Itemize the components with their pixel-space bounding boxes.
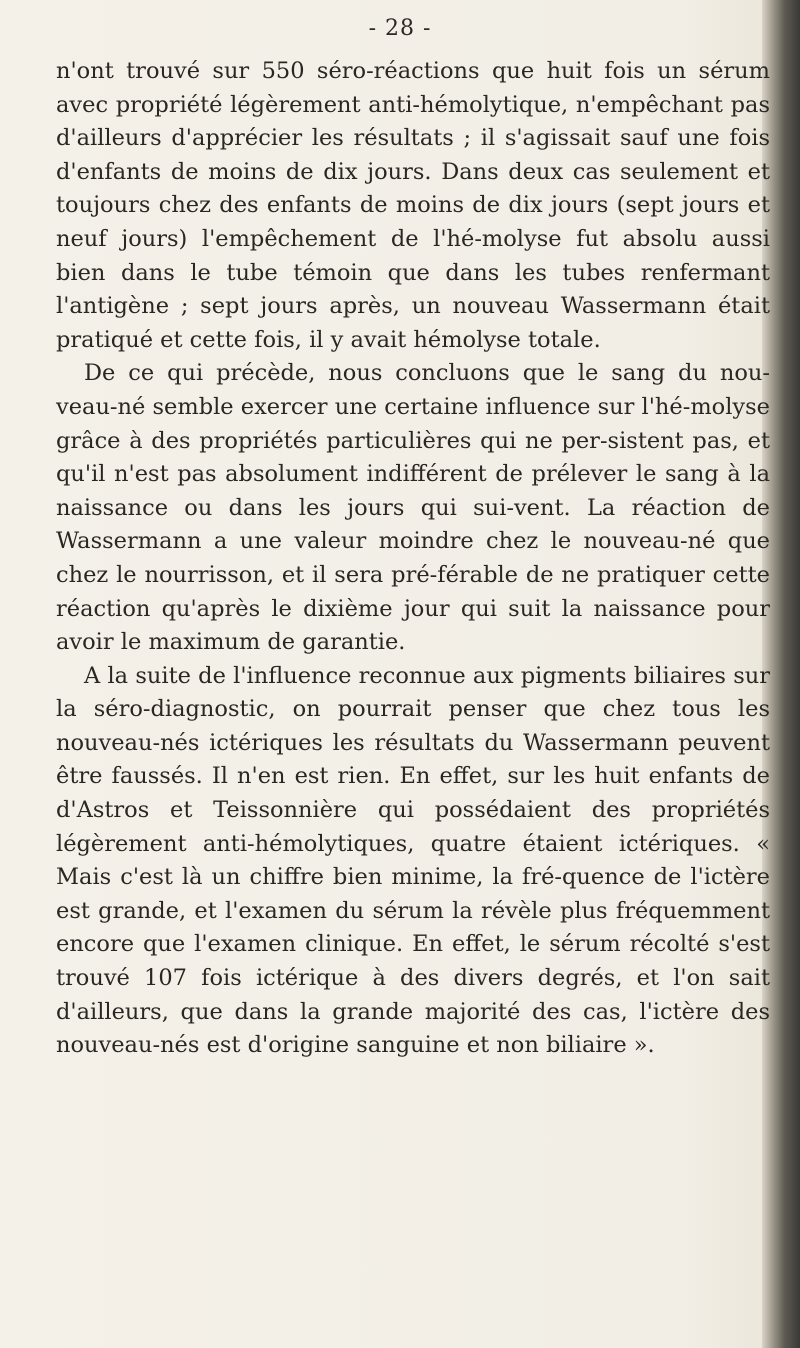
body-text — [56, 55, 770, 1063]
paragraph-2: De ce qui précède, nous concluons que le sang du nou-veau-né semble exercer une certaine influence sur l'hé-molyse grâce à des propriétés particulières qui ne per-sistent pas, et qu'il n'est pas absolument indifférent de prélever le sang à la naissance ou dans les jours qui sui-vent. La réaction de Wassermann a une valeur moindre chez le nouveau-né que chez le nourrisson, et il sera pré-férable de ne pratiquer cette réaction qu'après le dixième jour qui suit la naissance pour avoir le maximum de garantie. — [56, 360, 770, 656]
paragraph-3: A la suite de l'influence reconnue aux pigments biliaires sur la séro-diagnostic, on pourrait penser que chez tous les nouveau-nés ictériques les résultats du Wassermann peuvent être faussés. Il n'en est rien. En effet, sur les huit enfants de d'Astros et Teissonnière qui possédaient des propriétés légèrement anti-hémolytiques, quatre étaient ictériques. « Mais c'est là un chiffre bien minime, la fré-quence de l'ictère est grande, et l'examen du sérum la révèle plus fréquemment encore que l'examen clinique. En effet, le sérum récolté s'est trouvé 107 fois ictérique à des divers degrés, et l'on sait d'ailleurs, que dans la grande majorité des cas, l'ictère des nouveau-nés est d'origine sanguine et non biliaire ». — [56, 662, 770, 1059]
page-number: - 28 - — [368, 16, 432, 41]
paragraph-1: n'ont trouvé sur 550 séro-réactions que huit fois un sérum avec propriété légèrement anti-hémolytique, n'empêchant pas d'ailleurs d'apprécier les résultats ; il s'agissait sauf une fois d'enfants de moins de dix jours. Dans deux cas seulement et toujours chez des enfants de moins de dix jours (sept jours et neuf jours) l'empêchement de l'hé-molyse fut absolu aussi bien dans le tube témoin que dans les tubes renfermant l'antigène ; sept jours après, un nouveau Wassermann était pratiqué et cette fois, il y avait hémolyse totale. — [56, 58, 770, 353]
